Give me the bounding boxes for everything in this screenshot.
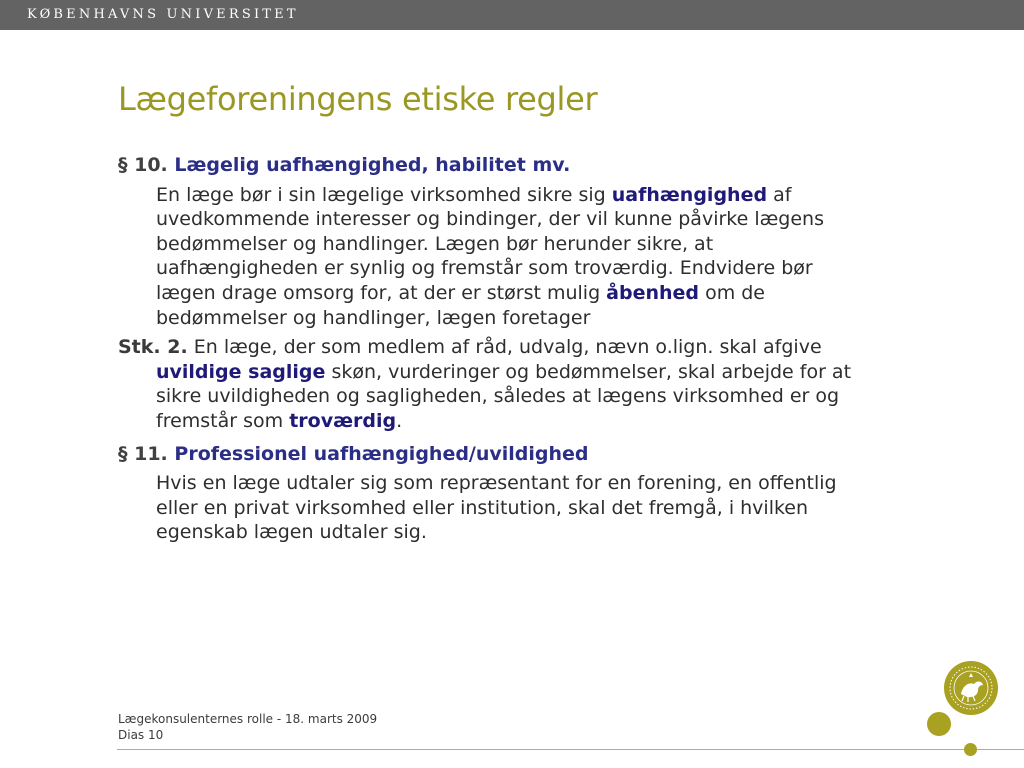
university-seal-icon (943, 660, 999, 716)
university-name: KØBENHAVNS UNIVERSITET (27, 7, 299, 22)
highlight-trovaerdig: troværdig (289, 409, 397, 432)
highlight-aabenhed: åbenhed (606, 281, 700, 304)
section-11-heading (118, 442, 878, 467)
section-10-text: En læge bør i sin lægelige virksomhed sikre sig uafhængighed af uvedkommende interesser og bindinger, der vil kunne påvirke lægens bedømmelser og handlinger. Lægen bør herunder sikre, at uafhængigheden er synlig og fremstår som troværdig. Endvidere bør lægen drage omsorg for, at der er størst mulig åbenhed om de bedømmelser og handlinger, lægen foretager (156, 183, 824, 329)
section-10-heading (118, 153, 878, 178)
slide-body (118, 153, 878, 545)
section-10-title: Lægelig uafhængighed, habilitet mv. (174, 154, 571, 176)
footer-slide-number: Dias 10 (118, 728, 164, 742)
section-11-title: Professionel uafhængighed/uvildighed (174, 442, 589, 465)
section-11-number: § 11. (118, 442, 168, 465)
highlight-uafhaengighed: uafhængighed (611, 183, 768, 206)
footer (118, 711, 377, 743)
top-bar (0, 0, 1024, 30)
decorative-dot-small (964, 743, 977, 756)
section-11-text: Hvis en læge udtaler sig som repræsentant for en forening, en offentlig eller en privat virksomhed eller institution, skal det fremgå, i hvilken egenskab lægen udtaler sig. (156, 472, 837, 544)
stk-2-paragraph: Stk. 2. En læge, der som medlem af råd, udvalg, nævn o.lign. skal afgive uvildige saglige skøn, vurderinger og bedømmelser, skal arbejde for at sikre uvildigheden og sagligheden, således at lægens virksomhed er og fremstår som troværdig. (118, 336, 852, 432)
highlight-uvildige-saglige: uvildige saglige (156, 360, 326, 383)
section-10-number: § 10. (118, 154, 168, 176)
decorative-dot-large (927, 712, 951, 736)
footer-presentation-title: Lægekonsulenternes rolle - 18. marts 2009 (118, 712, 378, 726)
stk-2-label: Stk. 2. (118, 336, 188, 359)
slide-title: Lægeforeningens etiske regler (118, 80, 598, 118)
footer-divider (117, 749, 1024, 750)
